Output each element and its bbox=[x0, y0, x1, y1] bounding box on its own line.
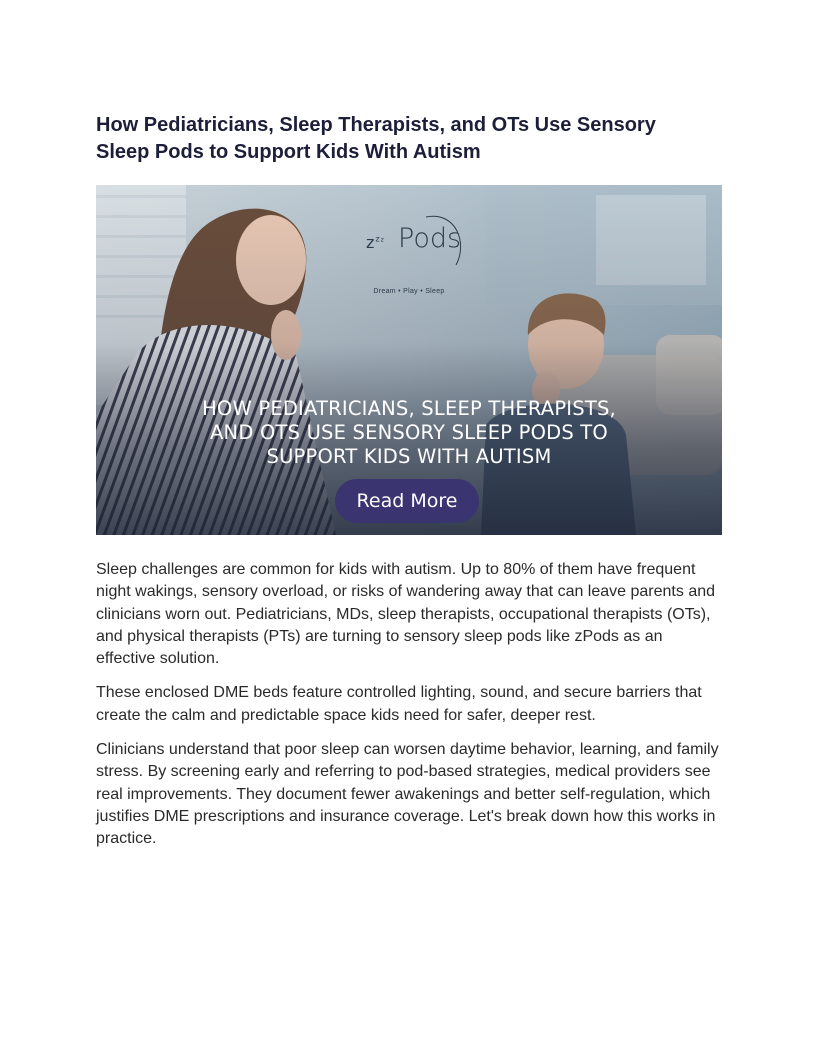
logo-z-mark: $z^{zz}$ bbox=[366, 233, 385, 252]
logo-tagline: Dream • Play • Sleep bbox=[373, 288, 445, 295]
hero-headline-line-1: HOW PEDIATRICIANS, SLEEP THERAPISTS, bbox=[202, 397, 616, 420]
hero-headline-line-2: AND OTS USE SENSORY SLEEP PODS TO bbox=[210, 421, 608, 444]
hero-banner[interactable] bbox=[96, 185, 722, 535]
read-more-button[interactable]: Read More bbox=[335, 479, 479, 523]
article-title-line-1: How Pediatricians, Sleep Therapists, and OTs Use Sensory bbox=[96, 114, 656, 136]
article-body bbox=[96, 559, 722, 851]
article-title bbox=[96, 112, 722, 166]
paragraph-2: These enclosed DME beds feature controlled lighting, sound, and secure barriers that create the calm and predictable space kids need for safer, deeper rest. bbox=[96, 684, 702, 724]
article bbox=[96, 112, 722, 863]
hero-headline bbox=[96, 397, 722, 469]
zpods-logo bbox=[366, 215, 486, 255]
logo-wordmark: Pods bbox=[398, 223, 462, 254]
paragraph-3: Clinicians understand that poor sleep can worsen daytime behavior, learning, and family stress. By screening early and referring to pod-based strategies, medical providers see real improvements. They document fewer awakenings and better self-regulation, which justifies DME prescriptions and insurance coverage. Let's break down how this works in practice. bbox=[96, 741, 719, 848]
hero-headline-line-3: SUPPORT KIDS WITH AUTISM bbox=[266, 445, 552, 468]
article-title-line-2: Sleep Pods to Support Kids With Autism bbox=[96, 141, 481, 163]
paragraph-1: Sleep challenges are common for kids with autism. Up to 80% of them have frequent night wakings, sensory overload, or risks of wandering away that can leave parents and clinicians worn out. Pediatricians, MDs, sleep therapists, occupational therapists (OTs), and physical therapists (PTs) are turning to sensory sleep pods like zPods as an effective solution. bbox=[96, 561, 716, 668]
